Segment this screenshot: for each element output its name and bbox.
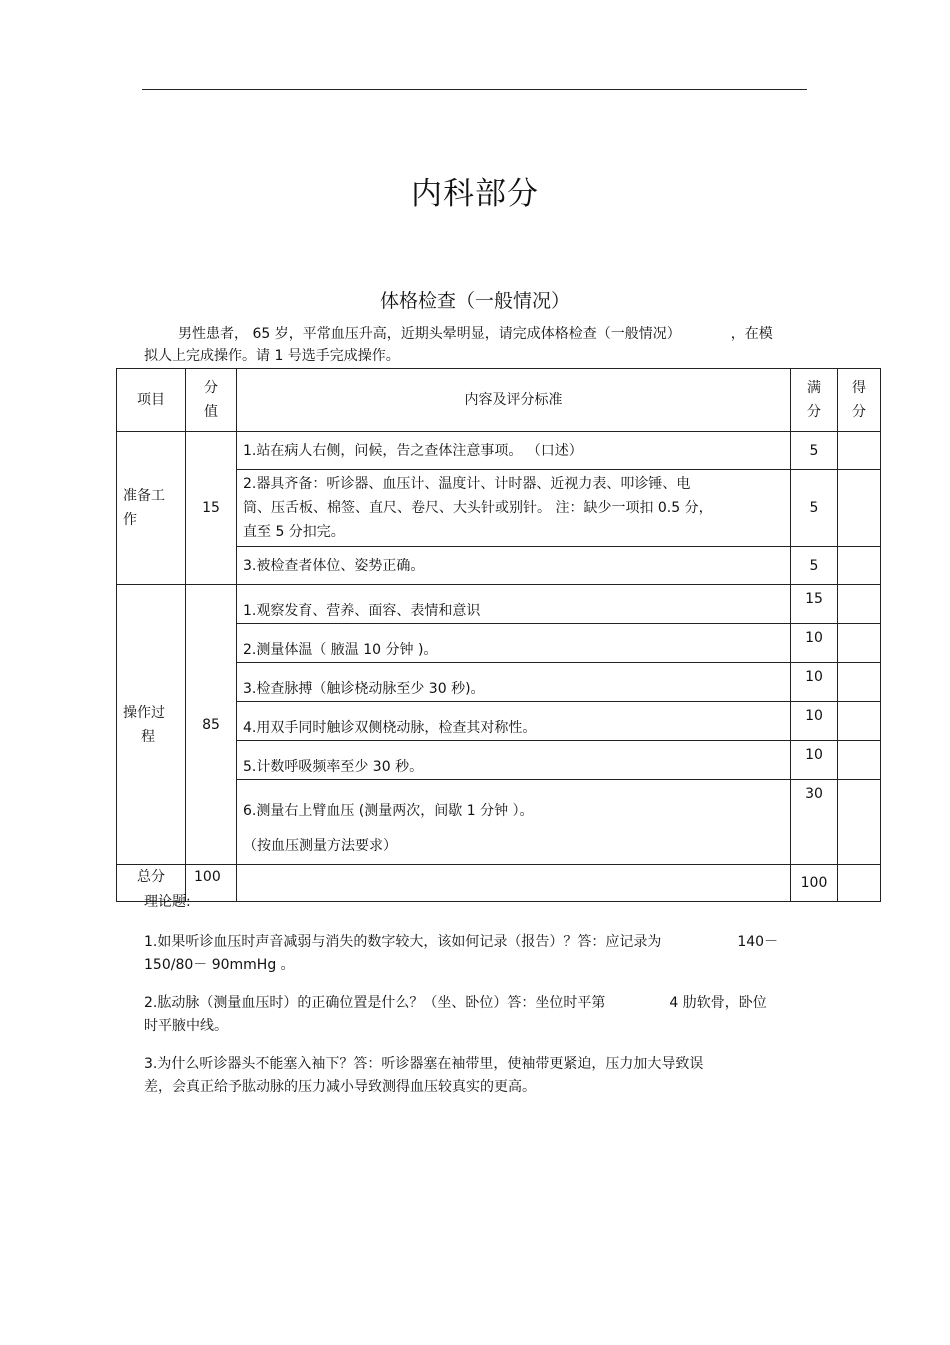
ops-row-1-text: 1.观察发育、营养、面容、表情和意识: [237, 585, 791, 624]
header-got-2: 分: [852, 404, 866, 420]
prep-item-1: 准备工: [123, 488, 165, 504]
scoring-table: [116, 368, 881, 902]
q1-text-b: 140－: [737, 934, 779, 950]
ops-item-1: 操作过: [123, 704, 165, 721]
total-label: 总分: [117, 865, 186, 902]
ops-row-6-line-2: （按血压测量方法要求）: [243, 838, 397, 854]
header-full-1: 满: [807, 380, 821, 396]
header-full: [791, 369, 838, 432]
prep-value: 15: [186, 432, 237, 585]
prep-row-1-score-cell[interactable]: [838, 432, 881, 470]
ops-row-2-full: 10: [791, 624, 838, 663]
ops-row-1-score-cell[interactable]: [838, 585, 881, 624]
question-3-line-2: 差，会真正给予肱动脉的压力减小导致测得血压较真实的更高。: [144, 1079, 536, 1095]
case-intro: [144, 323, 816, 367]
header-standard: 内容及评分标准: [237, 369, 791, 432]
prep-row-2-text: [237, 470, 791, 547]
prep-row-2-line-3: 直至 5 分扣完。: [243, 524, 345, 540]
ops-row-6-score-cell[interactable]: [838, 780, 881, 865]
ops-row-6-text: [237, 780, 791, 865]
ops-row-3-score-cell[interactable]: [838, 663, 881, 702]
q2-text-b: 4 肋软骨，卧位: [669, 995, 767, 1011]
prep-item-2: 作: [123, 512, 137, 528]
prep-row-3-score-cell[interactable]: [838, 547, 881, 585]
question-2-line-1: [144, 992, 816, 1015]
ops-row-2-score-cell[interactable]: [838, 624, 881, 663]
question-3-line-1: 3.为什么听诊器头不能塞入袖下？答：听诊器塞在袖带里，使袖带更紧迫，压力加大导致误: [144, 1056, 704, 1072]
prep-item: [117, 432, 186, 585]
ops-item-2: 程: [141, 728, 155, 745]
header-got: [838, 369, 881, 432]
total-value: 100: [186, 865, 237, 902]
intro-text-b: ，在模: [730, 326, 773, 342]
theory-section: [144, 891, 816, 1099]
ops-row-3-full: 10: [791, 663, 838, 702]
prep-row-2-line-2: 筒、压舌板、棉签、直尺、卷尺、大头针或别针。 注：缺少一项扣 0.5 分，: [243, 500, 713, 516]
ops-item: [117, 585, 186, 865]
table-header-row: [117, 369, 881, 432]
intro-text-a: 男性患者， 65 岁，平常血压升高，近期头晕明显，请完成体格检查（一般情况）: [178, 326, 681, 342]
ops-row-4-score-cell[interactable]: [838, 702, 881, 741]
ops-row-2-text: 2.测量体温（ 腋温 10 分钟 )。: [237, 624, 791, 663]
prep-row-1-full: 5: [791, 432, 838, 470]
prep-row-2-score-cell[interactable]: [838, 470, 881, 547]
question-1-line-1: [144, 931, 816, 954]
table-row: [117, 585, 881, 624]
header-value-2: 值: [204, 404, 218, 420]
section-title: 体格检查（一般情况）: [379, 290, 570, 312]
theory-heading: 理论题:: [144, 894, 191, 910]
header-got-1: 得: [852, 380, 866, 396]
intro-line-2: 拟人上完成操作。请 1 号选手完成操作。: [144, 348, 400, 364]
header-item: 项目: [117, 369, 186, 432]
prep-row-2-full: 5: [791, 470, 838, 547]
q1-text-a: 1.如果听诊血压时声音减弱与消失的数字较大，该如何记录（报告）？答：应记录为: [144, 934, 662, 950]
prep-row-3-text: 3.被检查者体位、姿势正确。: [237, 547, 791, 585]
prep-row-2-line-1: 2.器具齐备：听诊器、血压计、温度计、计时器、近视力表、叩诊锤、电: [243, 476, 691, 492]
ops-row-4-text: 4.用双手同时触诊双侧桡动脉，检查其对称性。: [237, 702, 791, 741]
ops-row-3-text: 3.检查脉搏（触诊桡动脉至少 30 秒)。: [237, 663, 791, 702]
total-full: 100: [791, 865, 838, 902]
question-2-line-2: 时平腋中线。: [144, 1018, 228, 1034]
header-value-1: 分: [204, 380, 218, 396]
intro-line-1: [144, 323, 816, 345]
top-rule: [142, 89, 807, 90]
page-title: 内科部分: [411, 176, 539, 212]
question-1-line-2: 150/80－ 90mmHg 。: [144, 957, 295, 973]
ops-value: 85: [186, 585, 237, 865]
ops-row-6-line-1: 6.测量右上臂血压 (测量两次，间歇 1 分钟 ）。: [243, 803, 534, 819]
prep-row-3-full: 5: [791, 547, 838, 585]
ops-row-1-full: 15: [791, 585, 838, 624]
q2-text-a: 2.肱动脉（测量血压时）的正确位置是什么？（坐、卧位）答：坐位时平第: [144, 995, 606, 1011]
ops-row-6-full: 30: [791, 780, 838, 865]
total-score-cell[interactable]: [838, 865, 881, 902]
table-row: [117, 432, 881, 470]
prep-row-1-text: 1.站在病人右侧，问候，告之查体注意事项。 （口述）: [237, 432, 791, 470]
header-value: [186, 369, 237, 432]
ops-row-5-full: 10: [791, 741, 838, 780]
header-full-2: 分: [807, 404, 821, 420]
ops-row-5-score-cell[interactable]: [838, 741, 881, 780]
ops-row-4-full: 10: [791, 702, 838, 741]
ops-row-5-text: 5.计数呼吸频率至少 30 秒。: [237, 741, 791, 780]
